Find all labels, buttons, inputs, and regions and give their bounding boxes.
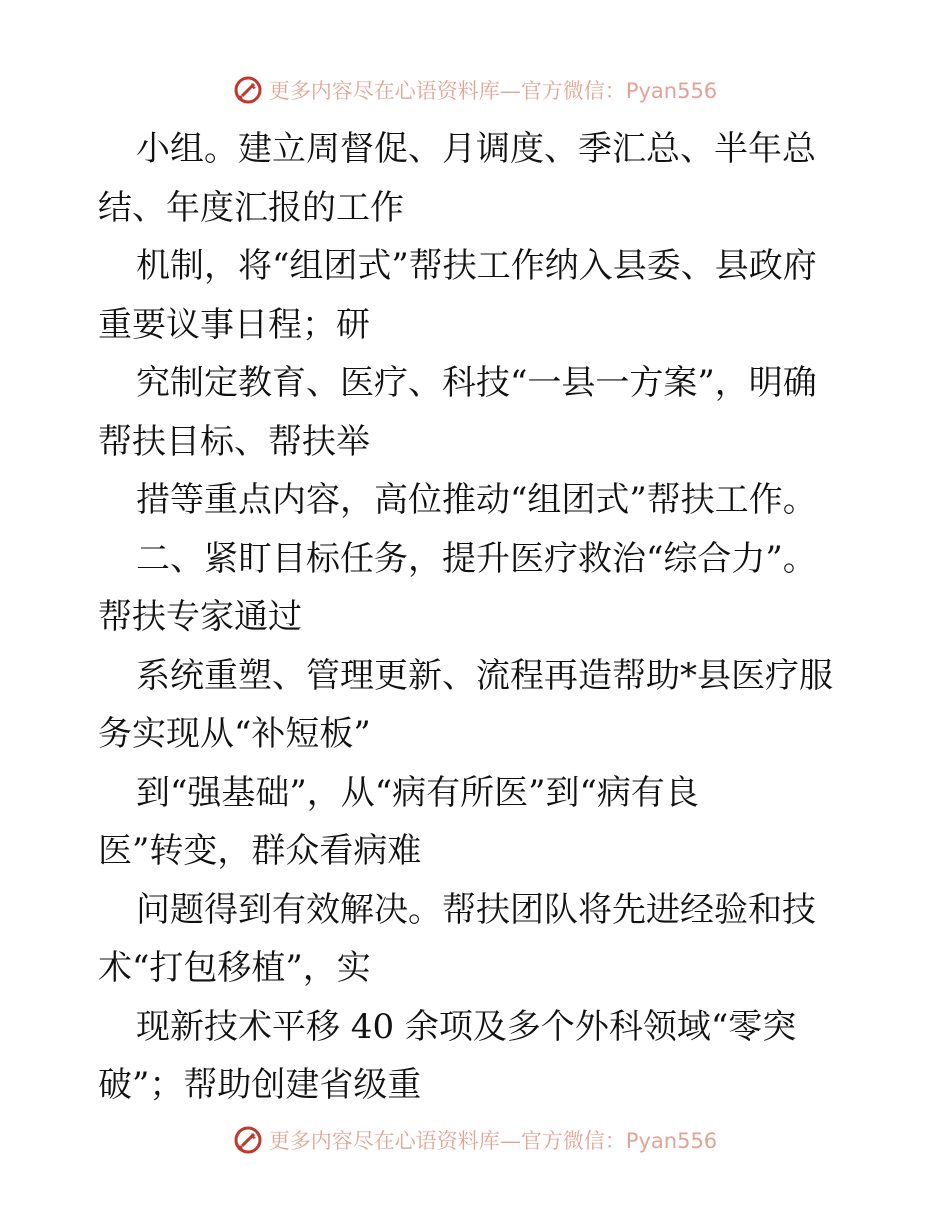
text-line: 术“打包移植”，实 [98, 948, 371, 988]
header-separator: — [499, 79, 521, 103]
text-line: 小组。建立周督促、月调度、季汇总、半年总 [136, 129, 816, 169]
footer-wechat-id: Pyan556 [625, 1129, 718, 1153]
footer-site-name: 更多内容尽在心语资料库 [268, 1129, 500, 1153]
text-line: 二、紧盯目标任务，提升医疗救治“综合力”。 [136, 538, 817, 579]
text-line: 问题得到有效解决。帮扶团队将先进经验和技 [136, 889, 816, 930]
text-line: 系统重塑、管理更新、流程再造帮助*县医疗服 [136, 655, 833, 696]
footer-banner [0, 1120, 950, 1160]
text-line: 重要议事日程；研 [98, 304, 370, 345]
header-site-name: 更多内容尽在心语资料库 [268, 79, 500, 103]
text-line: 到“强基础”，从“病有所医”到“病有良 [136, 772, 699, 813]
logo-icon [233, 75, 263, 105]
text-line: 破”；帮助创建省级重 [98, 1065, 422, 1105]
footer-banner-text [269, 1125, 717, 1155]
header-banner-text [269, 75, 717, 105]
text-line: 结、年度汇报的工作 [98, 187, 404, 228]
text-line: 帮扶专家通过 [98, 597, 302, 637]
text-line: 现新技术平移 40 余项及多个外科领域“零突 [136, 1006, 797, 1047]
text-line: 究制定教育、医疗、科技“一县一方案”，明确 [136, 363, 817, 403]
footer-wechat-label: 官方微信： [520, 1129, 626, 1153]
text-line: 措等重点内容，高位推动“组团式”帮扶工作。 [136, 480, 817, 520]
header-wechat-id: Pyan556 [625, 79, 718, 103]
document-body [98, 120, 858, 1115]
header-banner [0, 70, 950, 110]
header-wechat-label: 官方微信： [520, 79, 626, 103]
footer-separator: — [499, 1129, 521, 1153]
text-line: 机制，将“组团式”帮扶工作纳入县委、县政府 [136, 246, 817, 286]
logo-icon [233, 1125, 263, 1155]
text-line: 帮扶目标、帮扶举 [98, 421, 370, 462]
text-line: 务实现从“补短板” [98, 714, 371, 754]
text-line: 医”转变，群众看病难 [98, 831, 422, 871]
